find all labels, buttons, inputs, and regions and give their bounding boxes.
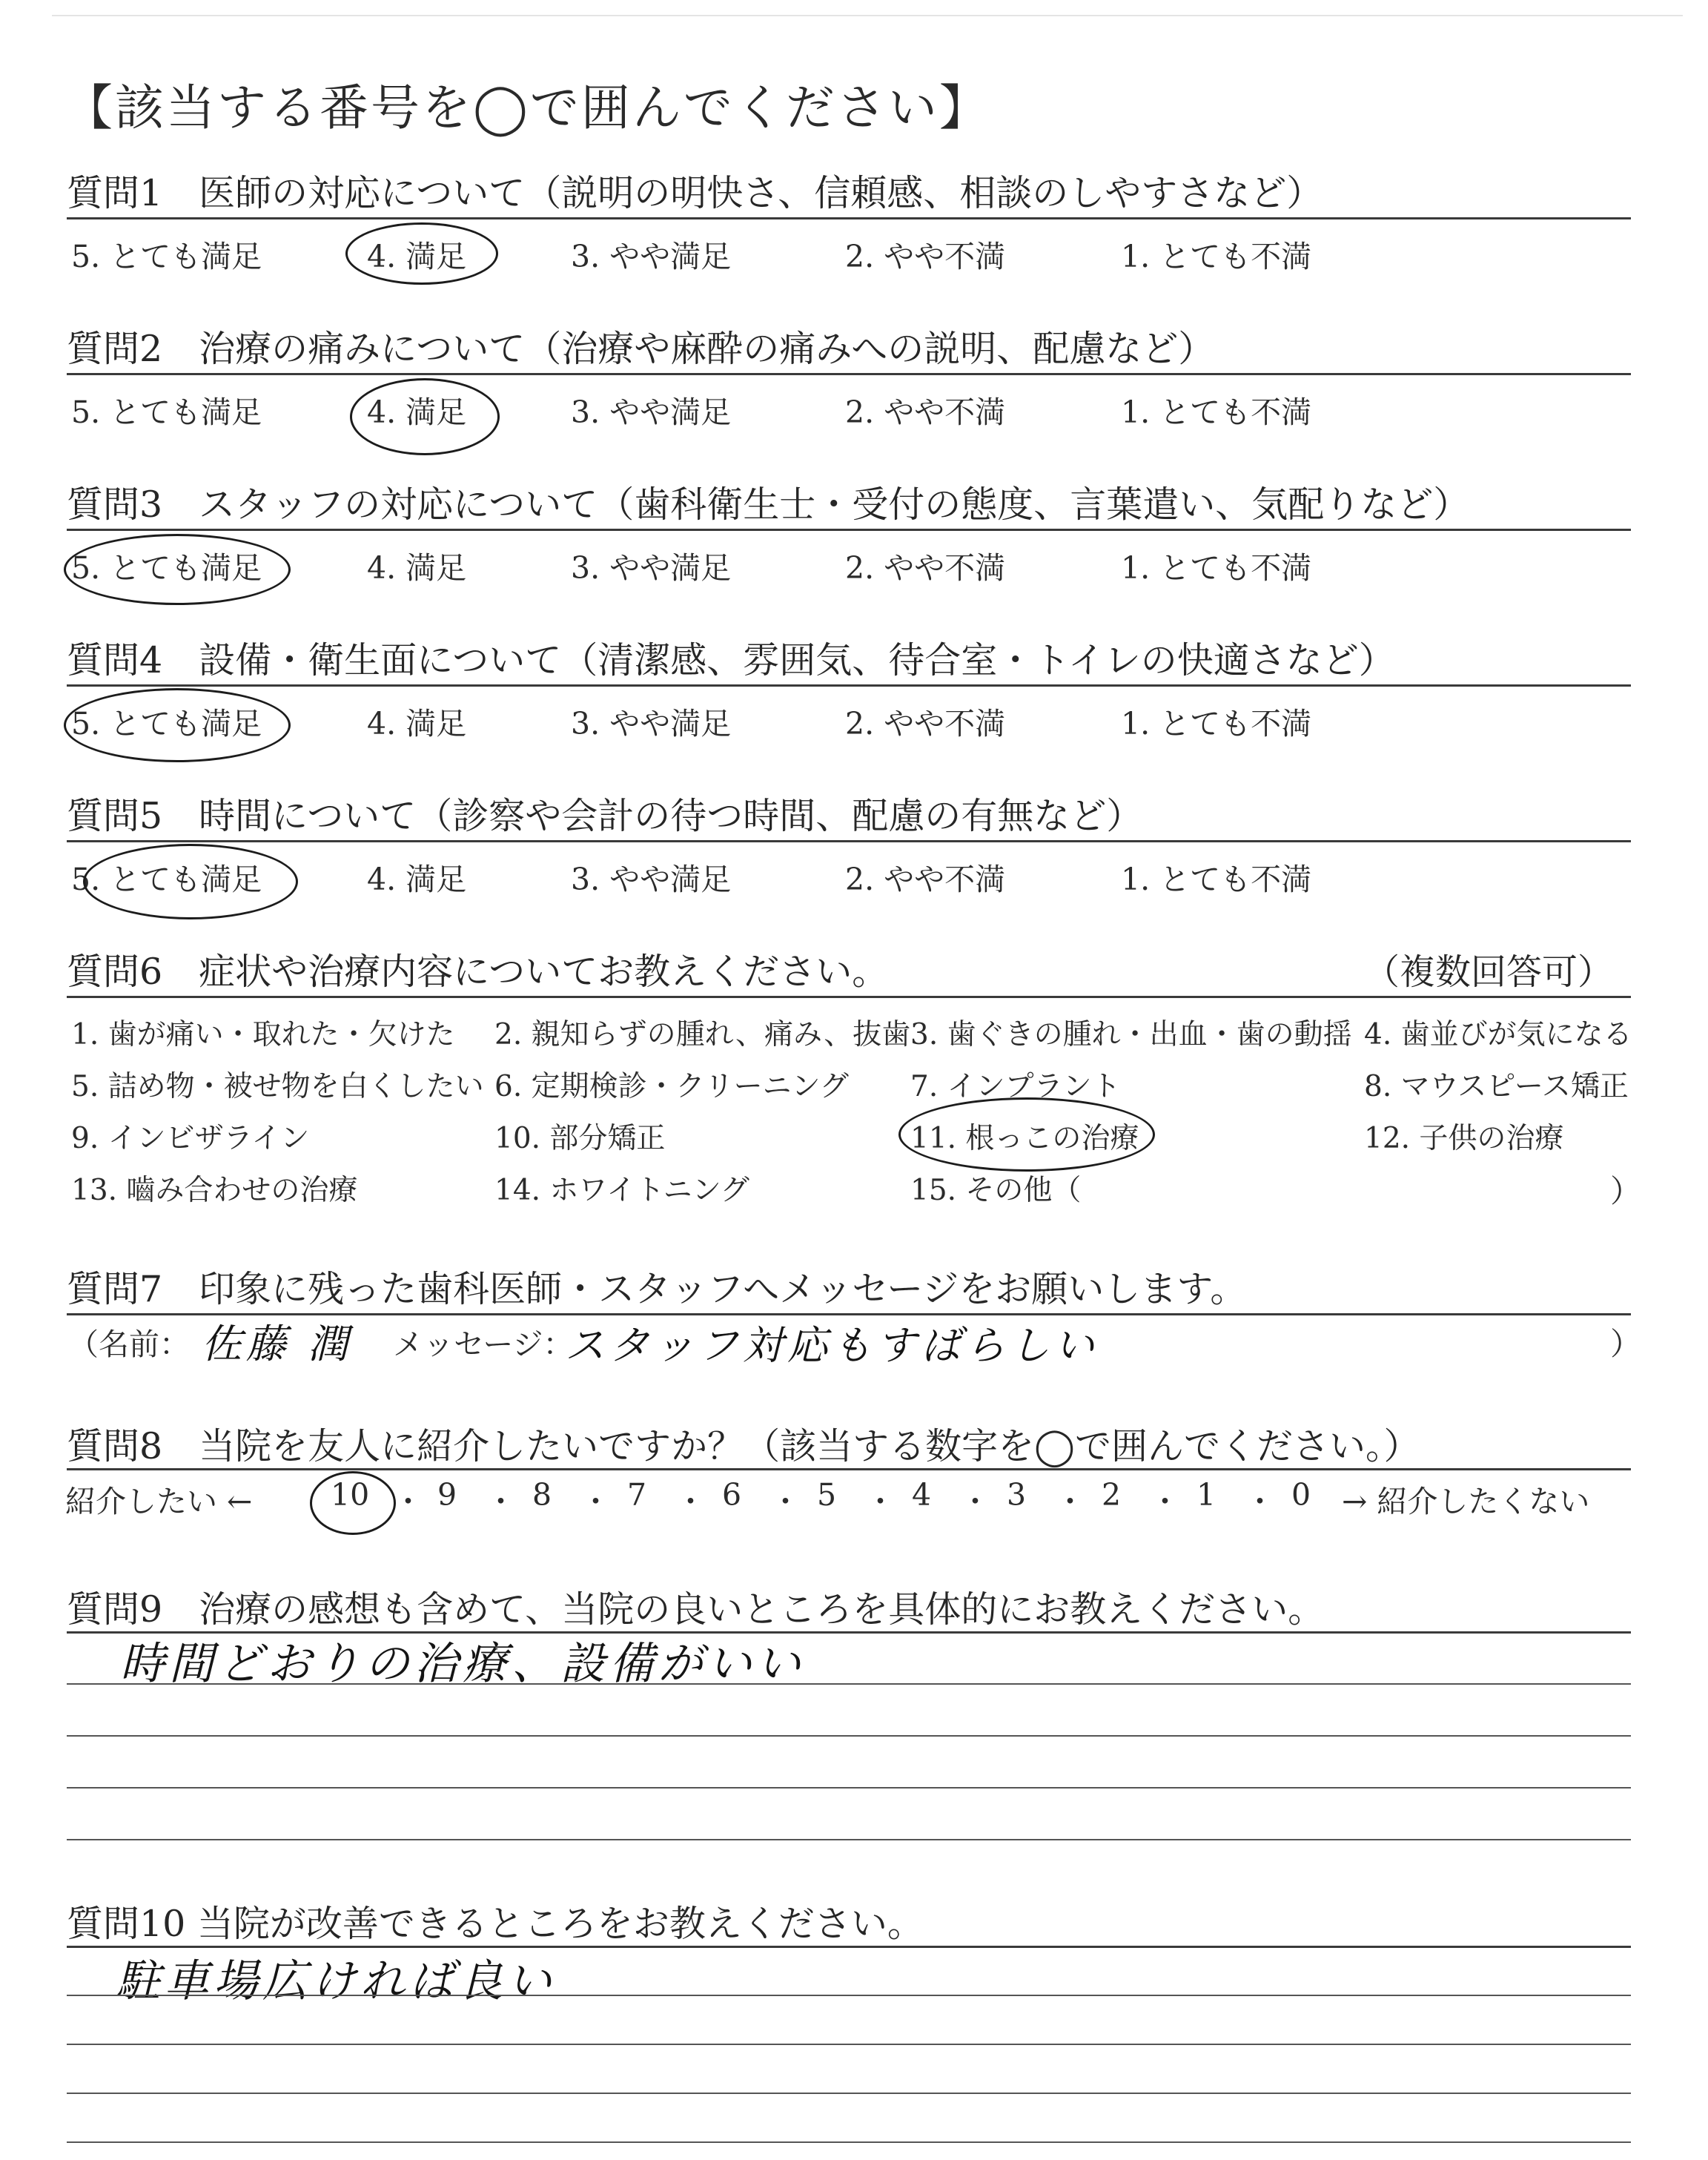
q6-other-close-paren: ） bbox=[1610, 1173, 1642, 1209]
q5-option-3[interactable]: 3. やや満足 bbox=[571, 862, 732, 897]
q4-option-5[interactable]: 5. とても満足 bbox=[71, 706, 262, 742]
q2-option-2[interactable]: 2. やや不満 bbox=[845, 394, 1006, 430]
q3-option-3[interactable]: 3. やや満足 bbox=[571, 550, 732, 586]
q8-dot: ・ bbox=[486, 1484, 516, 1519]
q8-score-2[interactable]: 2 bbox=[1102, 1477, 1122, 1513]
q10-writing-line bbox=[67, 2044, 1631, 2045]
q6-item-3[interactable]: 3. 歯ぐきの腫れ・出血・歯の動揺 bbox=[910, 1018, 1352, 1051]
q4-option-1[interactable]: 1. とても不満 bbox=[1121, 706, 1312, 742]
q6-item-15[interactable]: 15. その他（ bbox=[910, 1174, 1082, 1207]
q6-item-4[interactable]: 4. 歯並びが気になる bbox=[1364, 1018, 1632, 1051]
q2-option-5[interactable]: 5. とても満足 bbox=[71, 394, 262, 430]
q7-message-label: メッセージ： bbox=[393, 1327, 574, 1362]
q1-option-1[interactable]: 1. とても不満 bbox=[1121, 239, 1312, 274]
q9-answer-handwritten[interactable]: 時間どおりの治療、設備がいい bbox=[120, 1638, 805, 1690]
question-6-label: 質問6 症状や治療内容についてお教えください。 bbox=[67, 951, 889, 993]
q4-option-2[interactable]: 2. やや不満 bbox=[845, 706, 1006, 742]
q5-option-1[interactable]: 1. とても不満 bbox=[1121, 862, 1312, 897]
q6-item-11[interactable]: 11. 根っこの治療 bbox=[910, 1122, 1139, 1155]
q6-item-5[interactable]: 5. 詰め物・被せ物を白くしたい bbox=[71, 1070, 484, 1103]
q4-option-4[interactable]: 4. 満足 bbox=[367, 706, 467, 742]
question-6-rule bbox=[67, 996, 1631, 998]
q7-close-paren: ） bbox=[1610, 1326, 1642, 1362]
q1-option-4[interactable]: 4. 満足 bbox=[367, 239, 467, 274]
q6-item-12[interactable]: 12. 子供の治療 bbox=[1364, 1122, 1564, 1155]
q3-answer-circle bbox=[64, 534, 291, 605]
q6-item-14[interactable]: 14. ホワイトニング bbox=[494, 1174, 749, 1207]
q6-item-1[interactable]: 1. 歯が痛い・取れた・欠けた bbox=[71, 1018, 455, 1051]
q8-score-4[interactable]: 4 bbox=[912, 1477, 932, 1513]
question-8-label: 質問8 当院を友人に紹介したいですか？（該当する数字を◯で囲んでください。） bbox=[67, 1425, 1420, 1467]
q8-dot: ・ bbox=[1055, 1484, 1085, 1519]
q8-dot: ・ bbox=[580, 1484, 611, 1519]
q7-name-handwritten[interactable]: 佐藤 潤 bbox=[202, 1321, 353, 1367]
q8-right-label: → 紹介したくない bbox=[1342, 1484, 1590, 1519]
q8-answer-circle bbox=[310, 1471, 396, 1535]
q5-option-5[interactable]: 5. とても満足 bbox=[71, 862, 262, 897]
question-3-rule bbox=[67, 529, 1631, 531]
q5-option-2[interactable]: 2. やや不満 bbox=[845, 862, 1006, 897]
q10-writing-line bbox=[67, 2141, 1631, 2143]
q8-score-10[interactable]: 10 bbox=[331, 1477, 370, 1513]
q8-score-7[interactable]: 7 bbox=[627, 1477, 647, 1513]
q6-item-10[interactable]: 10. 部分矯正 bbox=[494, 1122, 666, 1155]
question-3-label: 質問3 スタッフの対応について（歯科衛生士・受付の態度、言葉遣い、気配りなど） bbox=[67, 483, 1470, 526]
q4-answer-circle bbox=[64, 688, 291, 762]
question-2-rule bbox=[67, 373, 1631, 375]
q6-item-9[interactable]: 9. インビザライン bbox=[71, 1122, 310, 1155]
q3-option-4[interactable]: 4. 満足 bbox=[367, 550, 467, 586]
q10-answer-handwritten[interactable]: 駐車場広ければ良い bbox=[116, 1955, 556, 2007]
question-10-label: 質問10 当院が改善できるところをお教えください。 bbox=[67, 1903, 924, 1945]
q8-score-9[interactable]: 9 bbox=[437, 1477, 457, 1513]
q8-dot: ・ bbox=[960, 1484, 990, 1519]
q3-option-1[interactable]: 1. とても不満 bbox=[1121, 550, 1312, 586]
q8-score-3[interactable]: 3 bbox=[1007, 1477, 1027, 1513]
question-1-label: 質問1 医師の対応について（説明の明快さ、信頼感、相談のしやすさなど） bbox=[67, 172, 1323, 214]
q3-option-5[interactable]: 5. とても満足 bbox=[71, 550, 262, 586]
question-4-label: 質問4 設備・衛生面について（清潔感、雰囲気、待合室・トイレの快適さなど） bbox=[67, 639, 1395, 681]
q8-dot: ・ bbox=[675, 1484, 706, 1519]
q7-name-label: （名前： bbox=[68, 1327, 190, 1362]
q6-item-6[interactable]: 6. 定期検診・クリーニング bbox=[494, 1070, 849, 1103]
q8-dot: ・ bbox=[770, 1484, 801, 1519]
q2-option-1[interactable]: 1. とても不満 bbox=[1121, 394, 1312, 430]
q5-answer-circle bbox=[83, 844, 298, 919]
q8-dot: ・ bbox=[1150, 1484, 1180, 1519]
instruction-title: 【該当する番号を◯で囲んでください】 bbox=[64, 79, 990, 136]
q2-option-3[interactable]: 3. やや満足 bbox=[571, 394, 732, 430]
q2-answer-circle bbox=[350, 378, 500, 455]
question-1-rule bbox=[67, 217, 1631, 219]
question-7-label: 質問7 印象に残った歯科医師・スタッフへメッセージをお願いします。 bbox=[67, 1268, 1247, 1310]
multiple-answers-note: （複数回答可） bbox=[1364, 951, 1614, 993]
q6-item-2[interactable]: 2. 親知らずの腫れ、痛み、抜歯 bbox=[494, 1018, 911, 1051]
question-4-rule bbox=[67, 684, 1631, 687]
question-2-label: 質問2 治療の痛みについて（治療や麻酔の痛みへの説明、配慮など） bbox=[67, 328, 1215, 370]
q6-answer-circle bbox=[898, 1097, 1155, 1172]
q2-option-4[interactable]: 4. 満足 bbox=[367, 394, 467, 430]
q1-option-3[interactable]: 3. やや満足 bbox=[571, 239, 732, 274]
q1-option-5[interactable]: 5. とても満足 bbox=[71, 239, 262, 274]
q5-option-4[interactable]: 4. 満足 bbox=[367, 862, 467, 897]
q8-score-1[interactable]: 1 bbox=[1196, 1477, 1217, 1513]
q6-item-7[interactable]: 7. インプラント bbox=[910, 1070, 1121, 1103]
q1-option-2[interactable]: 2. やや不満 bbox=[845, 239, 1006, 274]
question-8-rule bbox=[67, 1468, 1631, 1470]
q4-option-3[interactable]: 3. やや満足 bbox=[571, 706, 732, 742]
question-5-label: 質問5 時間について（診察や会計の待つ時間、配慮の有無など） bbox=[67, 795, 1143, 837]
q10-writing-line bbox=[67, 1995, 1631, 1996]
q7-message-handwritten[interactable]: スタッフ対応もすばらしい bbox=[565, 1322, 1099, 1369]
q9-writing-line bbox=[67, 1787, 1631, 1789]
question-5-rule bbox=[67, 840, 1631, 842]
q8-score-0[interactable]: 0 bbox=[1291, 1477, 1311, 1513]
q8-dot: ・ bbox=[865, 1484, 896, 1519]
q8-dot: ・ bbox=[393, 1484, 423, 1519]
question-9-label: 質問9 治療の感想も含めて、当院の良いところを具体的にお教えください。 bbox=[67, 1588, 1325, 1631]
q9-writing-line bbox=[67, 1735, 1631, 1737]
q9-writing-line bbox=[67, 1683, 1631, 1685]
top-rule bbox=[52, 15, 1683, 16]
q10-writing-line bbox=[67, 2093, 1631, 2094]
q6-item-8[interactable]: 8. マウスピース矯正 bbox=[1364, 1070, 1629, 1103]
q8-left-label: 紹介したい ← bbox=[65, 1484, 253, 1519]
q8-score-6[interactable]: 6 bbox=[722, 1477, 742, 1513]
q9-writing-line bbox=[67, 1839, 1631, 1840]
q6-item-13[interactable]: 13. 嚙み合わせの治療 bbox=[71, 1174, 358, 1207]
q8-score-5[interactable]: 5 bbox=[817, 1477, 837, 1513]
q8-dot: ・ bbox=[1245, 1484, 1275, 1519]
q8-score-8[interactable]: 8 bbox=[532, 1477, 552, 1513]
q1-answer-circle bbox=[345, 222, 498, 285]
q3-option-2[interactable]: 2. やや不満 bbox=[845, 550, 1006, 586]
